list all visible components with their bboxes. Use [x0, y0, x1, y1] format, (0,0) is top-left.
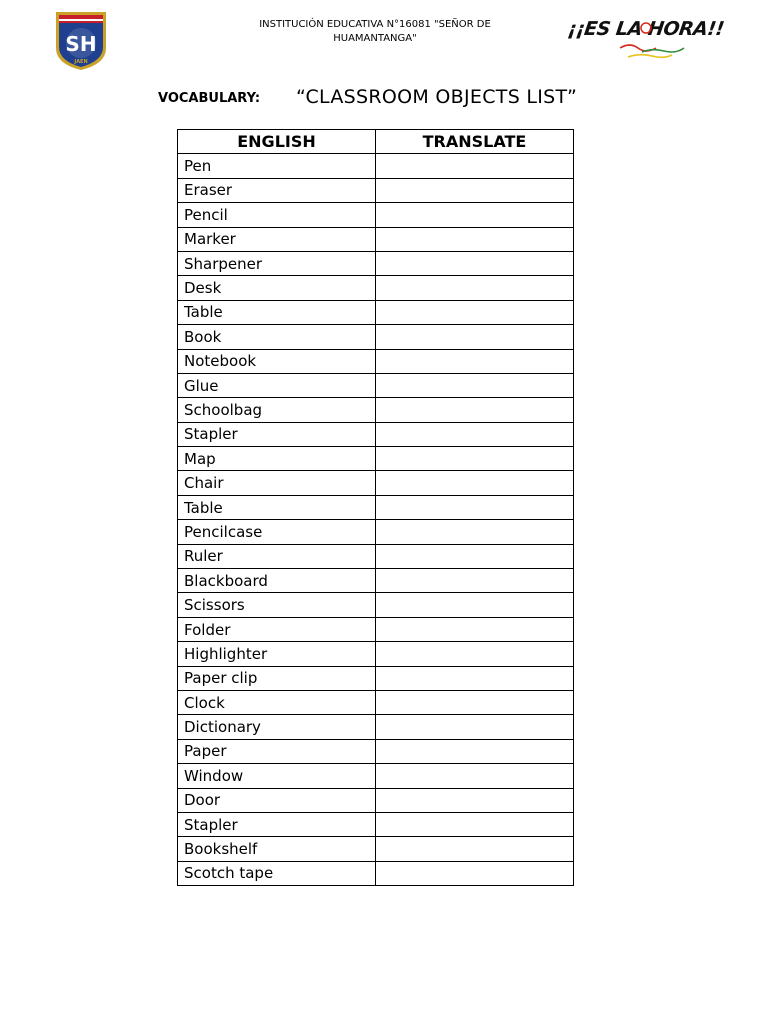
- translation-cell[interactable]: [376, 666, 574, 690]
- english-word-cell: Chair: [178, 471, 376, 495]
- table-row: [178, 617, 574, 641]
- translation-cell[interactable]: [376, 812, 574, 836]
- slogan-scribble-icon: [568, 18, 692, 60]
- translation-cell[interactable]: [376, 495, 574, 519]
- table-row: [178, 690, 574, 714]
- table-row: [178, 520, 574, 544]
- table-row: [178, 593, 574, 617]
- english-word-cell: Paper clip: [178, 666, 376, 690]
- translation-cell[interactable]: [376, 764, 574, 788]
- column-header-english: ENGLISH: [178, 130, 376, 154]
- vocabulary-label: VOCABULARY:: [158, 91, 261, 106]
- english-word-cell: Folder: [178, 617, 376, 641]
- english-word-cell: Book: [178, 325, 376, 349]
- english-word-cell: Pencilcase: [178, 520, 376, 544]
- translation-cell[interactable]: [376, 788, 574, 812]
- translation-cell[interactable]: [376, 398, 574, 422]
- page-title: “CLASSROOM OBJECTS LIST”: [296, 86, 578, 108]
- table-row: [178, 666, 574, 690]
- english-word-cell: Dictionary: [178, 715, 376, 739]
- english-word-cell: Eraser: [178, 178, 376, 202]
- translation-cell[interactable]: [376, 300, 574, 324]
- table-row: [178, 471, 574, 495]
- english-word-cell: Sharpener: [178, 251, 376, 275]
- table-row: [178, 203, 574, 227]
- table-row: [178, 398, 574, 422]
- slogan-logo: [566, 18, 726, 60]
- translation-cell[interactable]: [376, 373, 574, 397]
- translation-cell[interactable]: [376, 544, 574, 568]
- translation-cell[interactable]: [376, 251, 574, 275]
- english-word-cell: Stapler: [178, 812, 376, 836]
- translation-cell[interactable]: [376, 690, 574, 714]
- translation-cell[interactable]: [376, 642, 574, 666]
- table-row: [178, 447, 574, 471]
- table-row: [178, 715, 574, 739]
- column-header-translate: TRANSLATE: [376, 130, 574, 154]
- table-row: [178, 178, 574, 202]
- table-row: [178, 154, 574, 178]
- table-row: [178, 251, 574, 275]
- english-word-cell: Pencil: [178, 203, 376, 227]
- table-header-row: [178, 130, 574, 154]
- english-word-cell: Desk: [178, 276, 376, 300]
- english-word-cell: Scotch tape: [178, 861, 376, 885]
- translation-cell[interactable]: [376, 422, 574, 446]
- translation-cell[interactable]: [376, 715, 574, 739]
- table-row: [178, 861, 574, 885]
- translation-cell[interactable]: [376, 276, 574, 300]
- english-word-cell: Blackboard: [178, 569, 376, 593]
- shield-motto: JAEN: [74, 59, 88, 65]
- translation-cell[interactable]: [376, 178, 574, 202]
- slogan-text: ¡¡ES LA HORA!!: [566, 18, 726, 40]
- institution-name: INSTITUCIÓN EDUCATIVA N°16081 "SEÑOR DE HUAMANTANGA": [259, 19, 491, 44]
- english-word-cell: Scissors: [178, 593, 376, 617]
- translation-cell[interactable]: [376, 471, 574, 495]
- english-word-cell: Map: [178, 447, 376, 471]
- table-row: [178, 422, 574, 446]
- english-word-cell: Glue: [178, 373, 376, 397]
- table-row: [178, 495, 574, 519]
- english-word-cell: Table: [178, 495, 376, 519]
- table-row: [178, 837, 574, 861]
- table-row: [178, 276, 574, 300]
- translation-cell[interactable]: [376, 447, 574, 471]
- english-word-cell: Ruler: [178, 544, 376, 568]
- school-shield-logo: [54, 10, 108, 72]
- english-word-cell: Schoolbag: [178, 398, 376, 422]
- english-word-cell: Notebook: [178, 349, 376, 373]
- table-row: [178, 642, 574, 666]
- translation-cell[interactable]: [376, 739, 574, 763]
- table-row: [178, 569, 574, 593]
- english-word-cell: Table: [178, 300, 376, 324]
- table-row: [178, 373, 574, 397]
- table-row: [178, 349, 574, 373]
- translation-cell[interactable]: [376, 154, 574, 178]
- english-word-cell: Window: [178, 764, 376, 788]
- translation-cell[interactable]: [376, 593, 574, 617]
- english-word-cell: Pen: [178, 154, 376, 178]
- translation-cell[interactable]: [376, 349, 574, 373]
- translation-cell[interactable]: [376, 617, 574, 641]
- translation-cell[interactable]: [376, 520, 574, 544]
- translation-cell[interactable]: [376, 837, 574, 861]
- translation-cell[interactable]: [376, 569, 574, 593]
- english-word-cell: Marker: [178, 227, 376, 251]
- table-row: [178, 300, 574, 324]
- shield-lettering: SH: [65, 32, 97, 56]
- table-row: [178, 764, 574, 788]
- english-word-cell: Bookshelf: [178, 837, 376, 861]
- table-row: [178, 788, 574, 812]
- english-word-cell: Stapler: [178, 422, 376, 446]
- translation-cell[interactable]: [376, 227, 574, 251]
- english-word-cell: Highlighter: [178, 642, 376, 666]
- vocabulary-table: [177, 129, 574, 886]
- table-row: [178, 739, 574, 763]
- table-row: [178, 812, 574, 836]
- translation-cell[interactable]: [376, 861, 574, 885]
- table-row: [178, 544, 574, 568]
- english-word-cell: Paper: [178, 739, 376, 763]
- english-word-cell: Door: [178, 788, 376, 812]
- table-row: [178, 325, 574, 349]
- translation-cell[interactable]: [376, 325, 574, 349]
- english-word-cell: Clock: [178, 690, 376, 714]
- translation-cell[interactable]: [376, 203, 574, 227]
- table-row: [178, 227, 574, 251]
